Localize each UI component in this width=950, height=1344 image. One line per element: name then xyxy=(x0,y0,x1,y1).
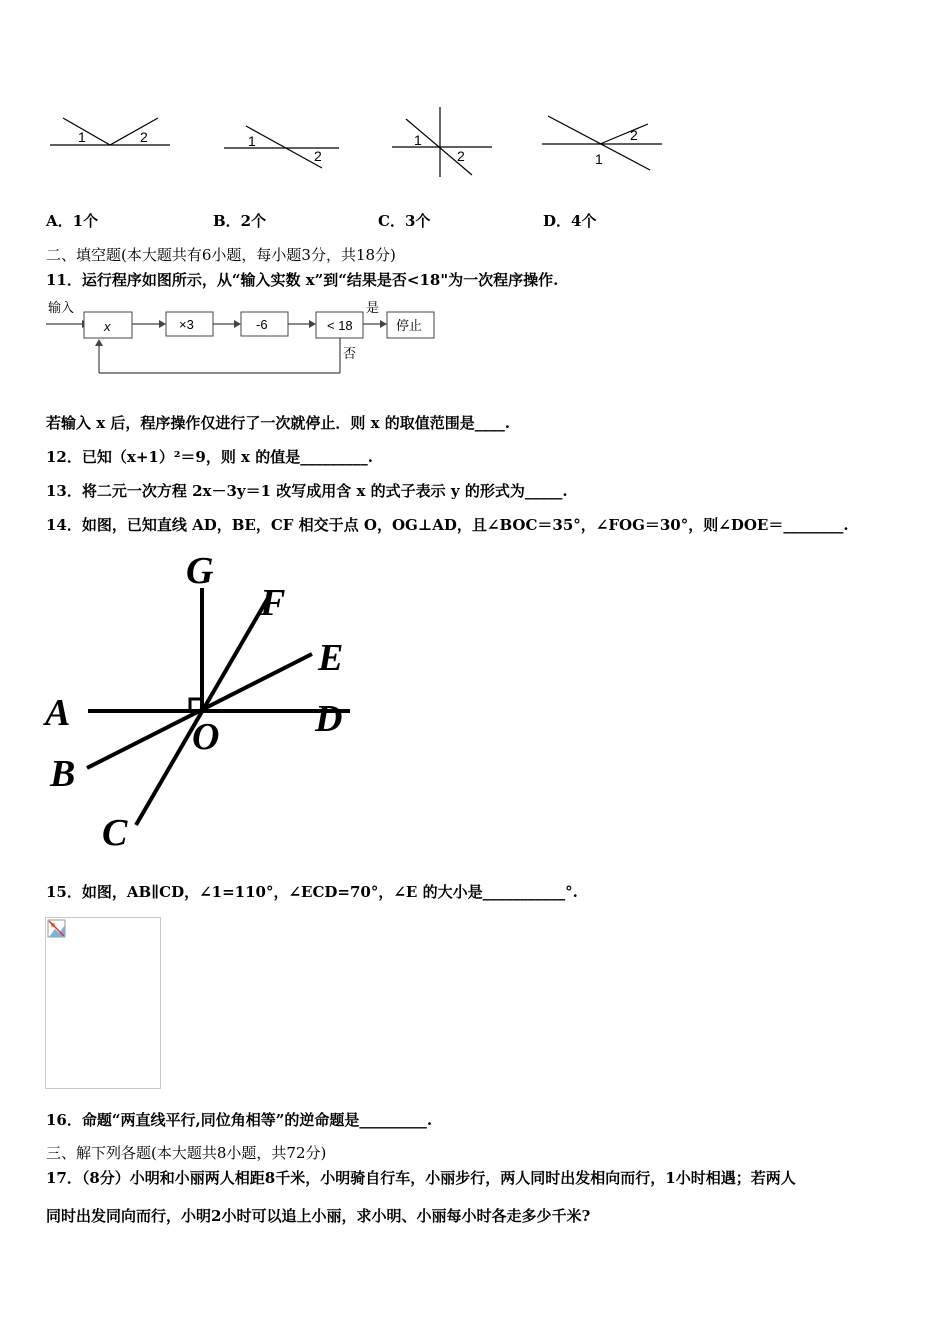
label-b: B xyxy=(50,753,76,795)
q10-figure-2 xyxy=(224,118,344,173)
flow-box-cmp-label: < 18 xyxy=(327,318,353,333)
label-o: O xyxy=(192,716,220,758)
q10-figure-4 xyxy=(540,108,665,173)
label-e: E xyxy=(318,637,344,679)
q14-figure xyxy=(40,550,370,854)
angle-label-2: 2 xyxy=(457,148,465,164)
angle-label-1: 1 xyxy=(248,133,256,149)
flow-input-label: 输入 xyxy=(48,300,75,315)
flow-box-x-label: x xyxy=(104,319,111,334)
angle-label-2: 2 xyxy=(314,148,322,164)
q10-figure-3 xyxy=(392,105,497,180)
flow-box-mul-label: ×3 xyxy=(179,317,194,332)
q14-text: 14．如图，已知直线 AD，BE，CF 相交于点 O，OG⊥AD，且∠BOC＝35°，∠FOG＝30°，则∠DOE＝________. xyxy=(46,516,849,534)
section2-title: 二、填空题(本大题共有6小题，每小题3分，共18分) xyxy=(46,246,396,264)
flow-no-label: 否 xyxy=(343,346,357,361)
angle-label-1: 1 xyxy=(414,132,422,148)
section3-title: 三、解下列各题(本大题共8小题，共72分) xyxy=(46,1144,327,1162)
q17-line2: 同时出发同向而行，小明2小时可以追上小丽，求小明、小丽每小时各走多少千米? xyxy=(46,1207,591,1225)
q16-text: 16．命题“两直线平行,同位角相等”的逆命题是_________. xyxy=(46,1111,433,1129)
angle-label-1: 1 xyxy=(78,129,86,145)
q15-text: 15．如图，AB∥CD，∠1=110°，∠ECD=70°，∠E 的大小是___________°. xyxy=(46,883,578,901)
q12-text: 12．已知（x+1）²＝9，则 x 的值是_________. xyxy=(46,448,373,466)
q10-option-a: A．1个 xyxy=(46,212,99,230)
angle-label-2: 2 xyxy=(630,127,638,143)
angle-label-1: 1 xyxy=(595,151,603,167)
label-d: D xyxy=(315,698,343,740)
q15-image-placeholder xyxy=(45,917,161,1089)
q10-option-c: C．3个 xyxy=(378,212,431,230)
label-a: A xyxy=(45,692,71,734)
flow-box-sub-label: -6 xyxy=(256,317,268,332)
q10-option-d: D．4个 xyxy=(543,212,597,230)
q11-text: 11．运行程序如图所示，从“输入实数 x”到“结果是否<18"为一次程序操作. xyxy=(46,271,559,289)
flow-stop-label: 停止 xyxy=(396,318,423,333)
q10-figure-1 xyxy=(48,110,173,155)
q11-question: 若输入 x 后，程序操作仅进行了一次就停止．则 x 的取值范围是____. xyxy=(46,414,510,432)
flow-yes-label: 是 xyxy=(366,300,380,315)
q10-option-b: B．2个 xyxy=(213,212,267,230)
label-c: C xyxy=(102,812,128,854)
q11-flowchart xyxy=(44,298,444,378)
q17-line1: 17．（8分）小明和小丽两人相距8千米，小明骑自行车，小丽步行，两人同时出发相向而行，1小时相遇；若两人 xyxy=(46,1169,796,1187)
label-f: F xyxy=(260,582,286,624)
q13-text: 13．将二元一次方程 2x－3y＝1 改写成用含 x 的式子表示 y 的形式为_____. xyxy=(46,482,568,500)
label-g: G xyxy=(186,550,214,592)
angle-label-2: 2 xyxy=(140,129,148,145)
broken-image-icon xyxy=(47,919,67,939)
